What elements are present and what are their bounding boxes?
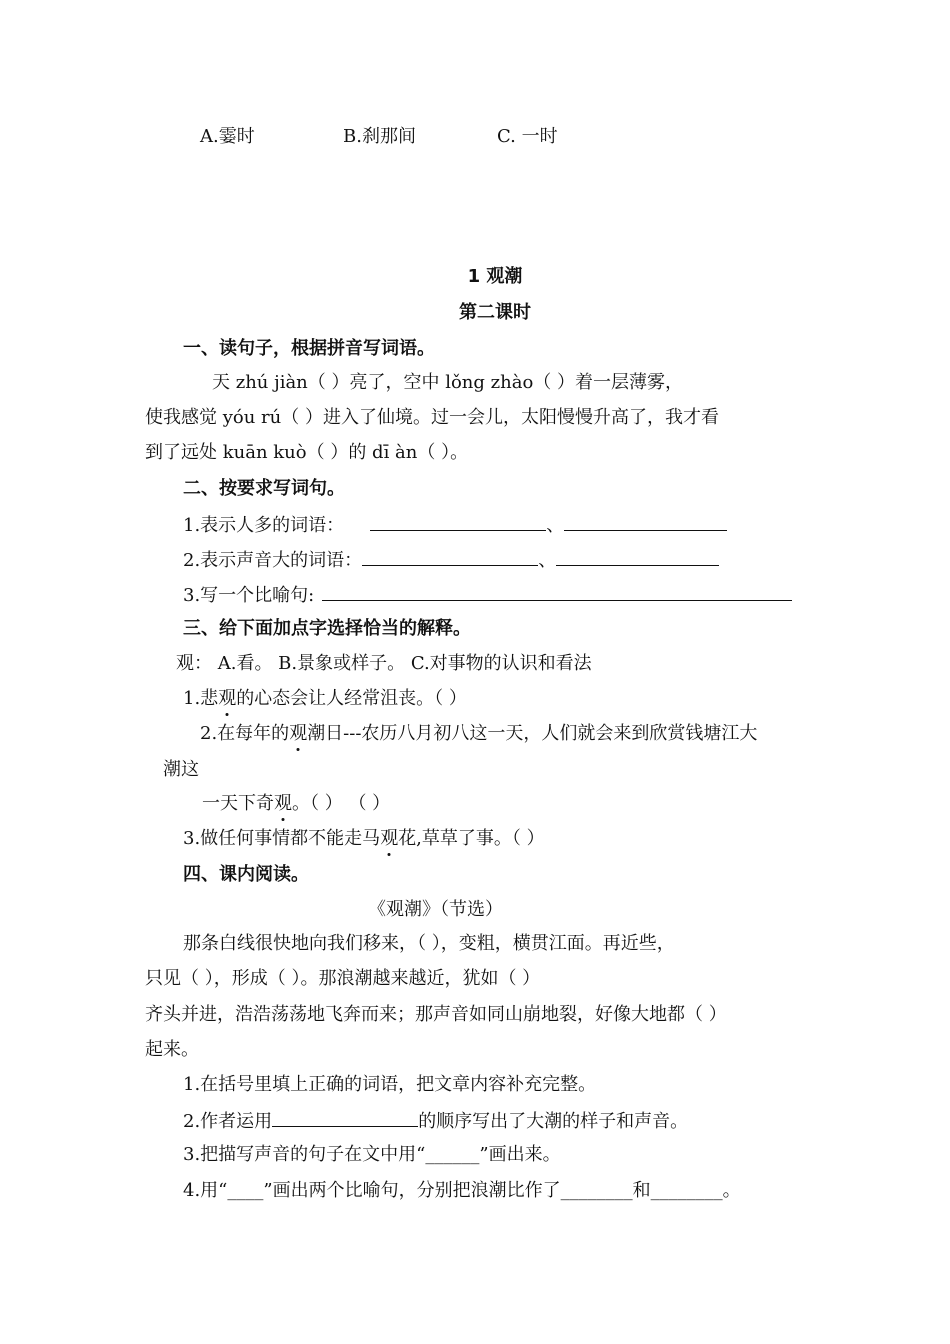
s1-line-2: 使我感觉 yóu rú（ ）进入了仙境。过一会儿，太阳慢慢升高了，我才看 [145, 407, 719, 428]
s4-q2-blank[interactable] [272, 1108, 418, 1127]
s2-q1-blank-2[interactable] [564, 512, 727, 531]
section-4-heading: 四、课内阅读。 [183, 864, 309, 885]
dotted-char: 观 [274, 793, 292, 814]
s2-q1 [183, 512, 727, 538]
section-3-heading: 三、给下面加点字选择恰当的解释。 [183, 618, 471, 639]
lesson-subtitle: 第二课时 [459, 302, 531, 323]
s3-q1-post: 的心态会让人经常沮丧。（ ） [236, 688, 467, 709]
s4-q3: 3.把描写声音的句子在文中用“______”画出来。 [183, 1144, 561, 1165]
passage-title: 《观潮》（节选） [368, 899, 503, 920]
s4-q2 [183, 1108, 688, 1134]
s3-q2-pre: 2.在每年的 [200, 723, 290, 744]
s1-line-1: 天 zhú jiàn（ ）亮了，空中 lǒng zhào（ ）着一层薄雾， [212, 372, 684, 393]
dotted-char: 观 [289, 723, 308, 744]
s3-q1 [183, 687, 467, 711]
s1-line-3: 到了远处 kuān kuò（ ）的 dī àn（ ）。 [145, 442, 469, 463]
s2-q2 [183, 547, 719, 573]
s3-q3-pre: 3.做任何事情都不能走马 [183, 828, 381, 849]
s3-options: 观： A.看。 B.景象或样子。 C.对事物的认识和看法 [176, 653, 592, 674]
s4-q4: 4.用“____”画出两个比喻句，分别把浪潮比作了________和________。 [183, 1180, 741, 1201]
passage-line-1: 那条白线很快地向我们移来，（ ），变粗，横贯江面。再近些， [183, 933, 675, 954]
passage-line-2: 只见（ ），形成（ ）。那浪潮越来越近，犹如（ ） [145, 968, 541, 989]
s3-q2-post: 潮日---农历八月初八这一天，人们就会来到欣赏钱塘江大 [307, 723, 758, 744]
separator: 、 [538, 550, 557, 571]
s3-q1-pre: 1.悲 [183, 688, 219, 709]
s4-q2-post: 的顺序写出了大潮的样子和声音。 [418, 1111, 689, 1132]
lesson-title: 1 观潮 [467, 266, 523, 287]
s3-q2 [200, 722, 757, 746]
s2-q1-label: 1.表示人多的词语： [183, 515, 345, 536]
option-a: A.霎时 [200, 126, 255, 147]
section-1-heading: 一、读句子，根据拼音写词语。 [183, 338, 435, 359]
s2-q2-blank-2[interactable] [556, 547, 719, 566]
dotted-char: 观 [218, 688, 237, 709]
option-b: B.刹那间 [343, 126, 416, 147]
dotted-char: 观 [380, 828, 399, 849]
separator: 、 [546, 515, 565, 536]
s4-q2-pre: 2.作者运用 [183, 1111, 273, 1132]
s2-q1-blank-1[interactable] [370, 512, 546, 531]
s3-q2-line3-post: 。（ ） （ ） [292, 793, 391, 814]
s3-q3-post: 花,草草了事。（ ） [398, 828, 545, 849]
s2-q2-label: 2.表示声音大的词语： [183, 550, 363, 571]
s2-q3-blank[interactable] [322, 582, 792, 601]
s2-q2-blank-1[interactable] [362, 547, 538, 566]
s3-q3 [183, 827, 545, 851]
s3-q2-line-2: 潮这 [163, 759, 199, 780]
s2-q3-label: 3.写一个比喻句: [183, 585, 315, 606]
passage-line-4: 起来。 [145, 1039, 199, 1060]
section-2-heading: 二、按要求写词句。 [183, 478, 345, 499]
passage-line-3: 齐头并进，浩浩荡荡地飞奔而来；那声音如同山崩地裂，好像大地都（ ） [145, 1004, 727, 1025]
s2-q3 [183, 582, 792, 608]
s4-q1: 1.在括号里填上正确的词语，把文章内容补充完整。 [183, 1074, 597, 1095]
option-c: C. 一时 [497, 126, 558, 147]
s3-q2-line3-pre: 一天下奇 [202, 793, 274, 814]
s3-q2-line-3 [202, 792, 390, 816]
